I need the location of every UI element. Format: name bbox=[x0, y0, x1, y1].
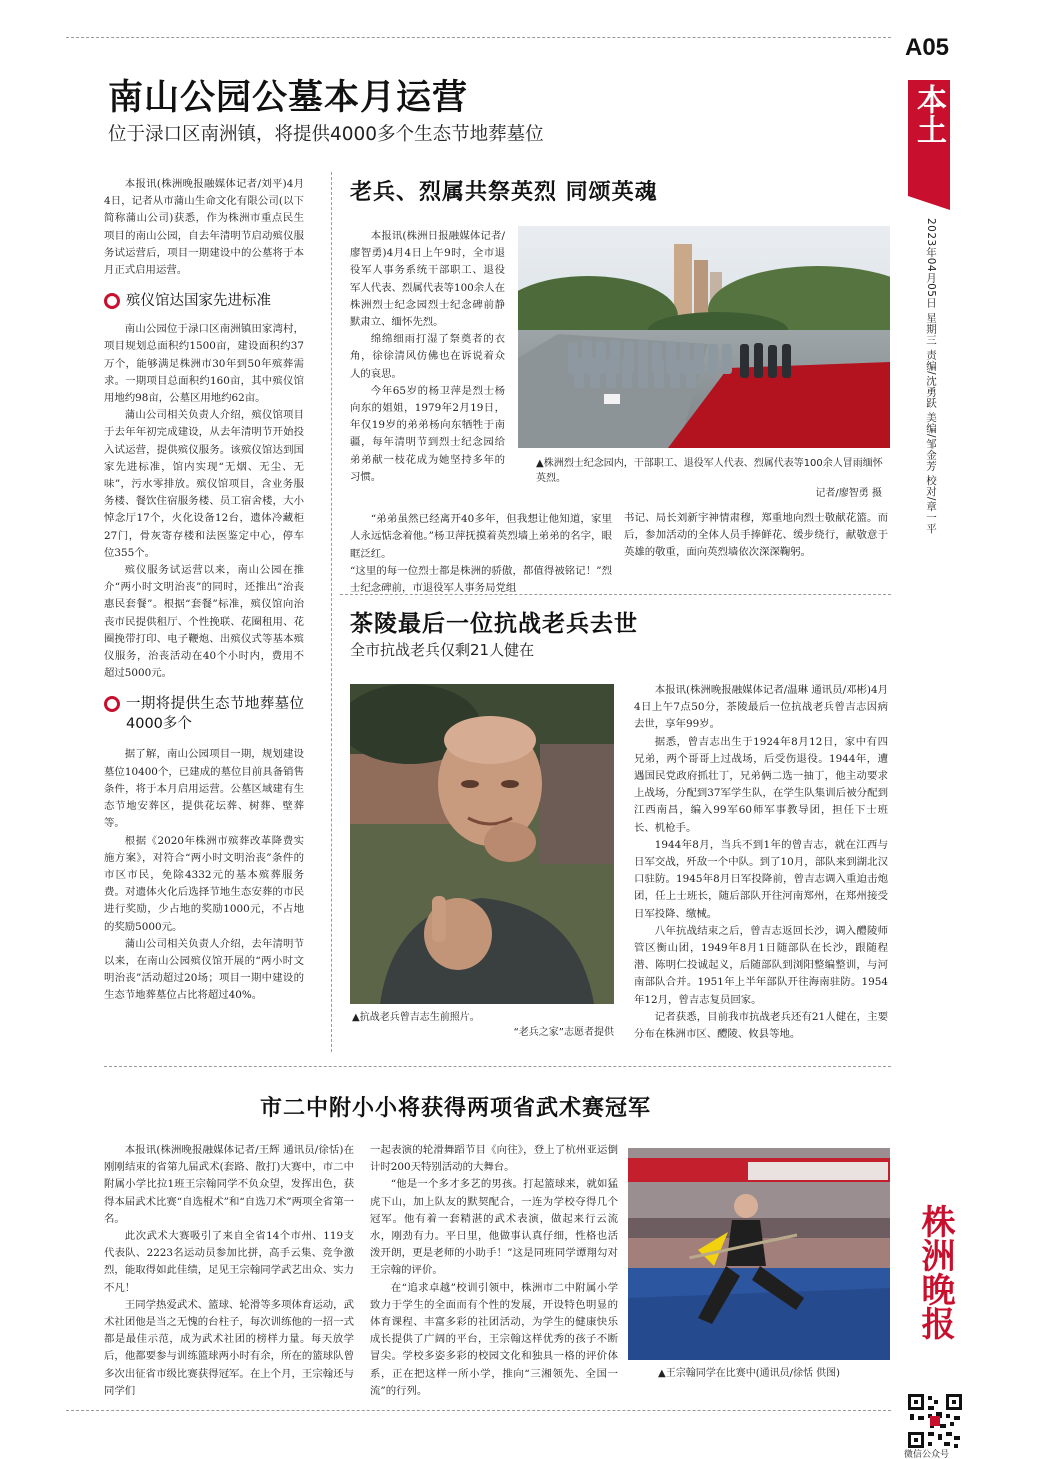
veteran-portrait-image bbox=[350, 684, 614, 1004]
section-rule bbox=[104, 1066, 891, 1067]
memorial-caption-text: ▲株洲烈士纪念园内，干部职工、退役军人代表、烈属代表等100余人冒雨缅怀英烈。 bbox=[536, 458, 883, 484]
page-number: A05 bbox=[905, 34, 950, 61]
paragraph: 记者获悉，目前我市抗战老兵还有21人健在，主要分布在株洲市区、醴陵、攸县等地。 bbox=[634, 1010, 888, 1041]
wechat-qr-code[interactable] bbox=[906, 1392, 964, 1450]
paragraph: “弟弟虽然已经离开40多年，但我想让他知道，家里人永远惦念着他。”杨卫萍抚摸着英烈墙上弟弟的名字，眼眶泛红。 “这里的每一位烈士都是株洲的骄傲，都值得被铭记！”烈士纪念碑前，市退役军人事务局党组 bbox=[350, 513, 612, 595]
memorial-credit: 记者/廖智勇 摄 bbox=[815, 488, 882, 499]
ring-bullet-icon bbox=[104, 696, 120, 712]
paragraph: 本报讯(株洲日报融媒体记者/廖智勇)4月4日上午9时，全市退役军人事务系统干部职工、退役军人代表、烈属代表等100余人在株洲烈士纪念园烈士纪念碑前静默肃立、缅怀先烈。 bbox=[350, 230, 505, 329]
veteran-photo-caption bbox=[352, 1010, 614, 1040]
brand-logo: 株洲晚报 bbox=[915, 1204, 955, 1340]
cemetery-section2-title: 一期将提供生态节地葬墓位4000多个 bbox=[126, 696, 304, 733]
wechat-label: 微信公众号 bbox=[904, 1450, 950, 1459]
wushu-scene-image bbox=[628, 1148, 890, 1360]
paragraph: “他是一个多才多艺的男孩。打起篮球来，就如猛虎下山，加上队友的默契配合，一连为学校夺得几个冠军。他有着一套精湛的武术表演，做起来行云流水，刚劲有力。平日里，他做事认真仔细，性格也活泼开朗，更是老师的小助手！”这是同班同学谭翔勾对王宗翰的评价。 bbox=[370, 1178, 618, 1277]
cemetery-subtitle: 位于渌口区南洲镇，将提供4000多个生态节地葬墓位 bbox=[108, 124, 544, 145]
date-line: 2023年04月05日 星期三 责编/沈勇跃 美编/邹金芳 校对/章一平 bbox=[925, 218, 937, 534]
war-veteran-column bbox=[634, 682, 888, 1043]
paragraph: 今年65岁的杨卫萍是烈士杨向东的姐姐，1979年2月19日，年仅19岁的弟弟杨向东牺牲于南疆，每年清明节到烈士纪念园给弟弟献一枝花成为她坚持多年的习惯。 bbox=[350, 384, 505, 483]
paragraph: 根据《2020年株洲市殡葬改革降费实施方案》，对符合“两小时文明治丧”条件的市区市民，免除4332元的基本殡葬服务费。对遗体火化后选择节地生态安葬的市民进行奖励，少占地的奖励1000元，不占地的奖励5000元。 bbox=[104, 834, 304, 933]
cemetery-title: 南山公园公墓本月运营 bbox=[108, 78, 469, 118]
section-label: 本土 bbox=[911, 84, 946, 144]
ring-bullet-icon bbox=[104, 293, 120, 309]
paragraph: 一起表演的轮滑舞蹈节目《向往》，登上了杭州亚运倒计时200天特别活动的大舞台。 bbox=[370, 1144, 618, 1174]
paragraph: 南山公园位于渌口区南洲镇田家湾村，项目规划总面积约1500亩，建设面积约37万个，能够满足株洲市30年到50年殡葬需求。一期项目总面积约160亩，其中殡仪馆用地约98亩，公墓区用地约62亩。 bbox=[104, 323, 304, 405]
paragraph: 殡仪服务试运营以来，南山公园在推介“两小时文明治丧”的同时，还推出“治丧惠民套餐”。根据“套餐”标准，殡仪馆向治丧市民提供租厅、个性挽联、花圈租用、花圈挽带打印、电子鞭炮、出殡仪式等基本殡仪服务，治丧活动在40个小时内，费用不超过5000元。 bbox=[104, 564, 304, 680]
paragraph: 此次武术大赛吸引了来自全省14个市州、119支代表队、2223名运动员参加比拼，高手云集、竞争激烈，能取得如此佳绩，足见王宗翰同学武艺出众、实力不凡！ bbox=[104, 1230, 354, 1294]
veteran-portrait-photo bbox=[350, 684, 614, 1004]
top-rule bbox=[66, 37, 891, 38]
veteran-caption-text: ▲抗战老兵曾吉志生前照片。 bbox=[352, 1012, 480, 1023]
wushu-column1 bbox=[104, 1142, 354, 1400]
paragraph: 书记、局长刘新宇神情肃穆，郑重地向烈士敬献花篮。而后，参加活动的全体人员手捧鲜花、缓步绕行，献敬意于英雄的敬重，面向英烈墙依次深深鞠躬。 bbox=[624, 512, 888, 559]
cemetery-lead: 本报讯(株洲晚报融媒体记者/刘平)4月4日，记者从市蒲山生命文化有限公司(以下简称蒲山公司)获悉，作为株洲市重点民生项目的南山公园，自去年清明节启动殡仪服务试运营后，项目一期建设中的公墓将于本月正式启用运营。 bbox=[104, 178, 304, 277]
cemetery-column bbox=[104, 176, 304, 1005]
veterans-bottom-left bbox=[350, 494, 612, 614]
veterans-column1 bbox=[350, 228, 505, 486]
memorial-photo bbox=[518, 226, 890, 448]
memorial-scene-image bbox=[518, 226, 890, 448]
paragraph: 据悉，曾吉志出生于1924年8月12日，家中有四兄弟，两个哥哥上过战场，后受伤退役。1944年，遭遇国民党政府抓壮丁，兄弟俩二选一抽丁，他主动要求上战场，分配到37军学生队，在学生队集训后被分配到江西南昌，编入99军60师军事教导团，担任下士班长、机枪手。 bbox=[634, 735, 888, 834]
section-rule bbox=[340, 594, 891, 595]
war-veteran-subtitle: 全市抗战老兵仅剩21人健在 bbox=[350, 641, 535, 659]
bottom-rule bbox=[66, 1410, 891, 1411]
veterans-bottom-right bbox=[624, 510, 888, 562]
cemetery-section1-title: 殡仪馆达国家先进标准 bbox=[126, 293, 271, 310]
paragraph: 王同学热爱武术、篮球、轮滑等多项体育运动，武术社团他是当之无愧的台柱子，每次训练他的一招一式都是最佳示范，成为武术社团的榜样力量。每天放学后，他都要参与训练篮球两小时有余，所在的篮球队曾多次出征省市级比赛获得冠军。在上个月，王宗翰还与同学们 bbox=[104, 1298, 354, 1397]
paragraph: 蒲山公司相关负责人介绍，殡仪馆项目于去年年初完成建设，从去年清明节开始投入试运营，提供殡仪服务。该殡仪馆达到国家先进标准，馆内实现“无烟、无尘、无味”，污水零排放。殡仪馆项目，含业务服务楼、餐饮住宿服务楼、员工宿舍楼，大小悼念厅17个，火化设备12台，遗体冷藏柜27门，骨灰寄存楼和法医鉴定中心，停车位355个。 bbox=[104, 409, 304, 559]
paragraph: 八年抗战结束之后，曾吉志返回长沙，调入醴陵师管区衡山团，1949年8月1日随部队在长沙，跟随程潜、陈明仁投诚起义，后随部队到浏阳整编整训，与河南部队合并。1951年上半年部队开往海南驻防。1954年12月，曾吉志复员回家。 bbox=[634, 924, 888, 1006]
wushu-photo-caption: ▲王宗翰同学在比赛中(通讯员/徐恬 供图) bbox=[658, 1368, 841, 1379]
cemetery-section2-head bbox=[104, 694, 304, 734]
paragraph: 绵绵细雨打湿了祭奠者的衣角，徐徐清风仿佛也在诉说着众人的哀思。 bbox=[350, 333, 505, 380]
wushu-photo bbox=[628, 1148, 890, 1360]
paragraph: 蒲山公司相关负责人介绍，去年清明节以来，在南山公园殡仪馆开展的“两小时文明治丧”活动超过20场；项目一期中建设的生态节地葬墓位占比将超过40%。 bbox=[104, 937, 304, 1002]
veterans-title: 老兵、烈属共祭英烈 同颂英魂 bbox=[350, 180, 658, 205]
wushu-column2 bbox=[370, 1142, 618, 1400]
paragraph: 1944年8月，当兵不到1年的曾吉志，就在江西与日军交战，歼敌一个中队。到了10月，部队来到湖北汉口驻防。1945年8月日军投降前，曾吉志调入重迫击炮团，任上士班长，随后部队开往河南郑州，在郑州接受日军投降、缴械。 bbox=[634, 838, 888, 920]
paragraph: 据了解，南山公园项目一期，规划建设墓位10400个，已建成的墓位目前具备销售条件，将于本月启用运营。公墓区域建有生态节地安葬区，提供花坛葬、树葬、壁葬等。 bbox=[104, 748, 304, 830]
paragraph: 本报讯(株洲晚报融媒体记者/王辉 通讯员/徐恬)在刚刚结束的省第九届武术(套路、散打)大赛中，市二中附属小学比拉1班王宗翰同学不负众望，发挥出色，获得本届武术比赛“自选棍术”和“自选刀术”两项全省第一名。 bbox=[104, 1144, 354, 1225]
wushu-title: 市二中附小小将获得两项省武术赛冠军 bbox=[260, 1096, 652, 1121]
veteran-caption-credit: “老兵之家”志愿者提供 bbox=[513, 1027, 614, 1038]
war-veteran-title: 茶陵最后一位抗战老兵去世 bbox=[350, 611, 638, 637]
cemetery-section1-head bbox=[104, 291, 304, 311]
paragraph: 在“追求卓越”校训引领中，株洲市二中附属小学致力于学生的全面而有个性的发展，开设特色明显的体育课程、丰富多彩的社团活动，为学生的健康快乐成长提供了广阔的平台，王宗翰这样优秀的孩子不断冒尖。学校多姿多彩的校园文化和独具一格的评价体系，正在把这样一所小学，推向“三湘领先、全国一流”的行列。 bbox=[370, 1281, 618, 1397]
paragraph: 本报讯(株洲晚报融媒体记者/温琳 通讯员/邓彬)4月4日上午7点50分，茶陵最后一位抗战老兵曾吉志因病去世，享年99岁。 bbox=[634, 684, 888, 731]
column-divider bbox=[331, 172, 332, 1052]
